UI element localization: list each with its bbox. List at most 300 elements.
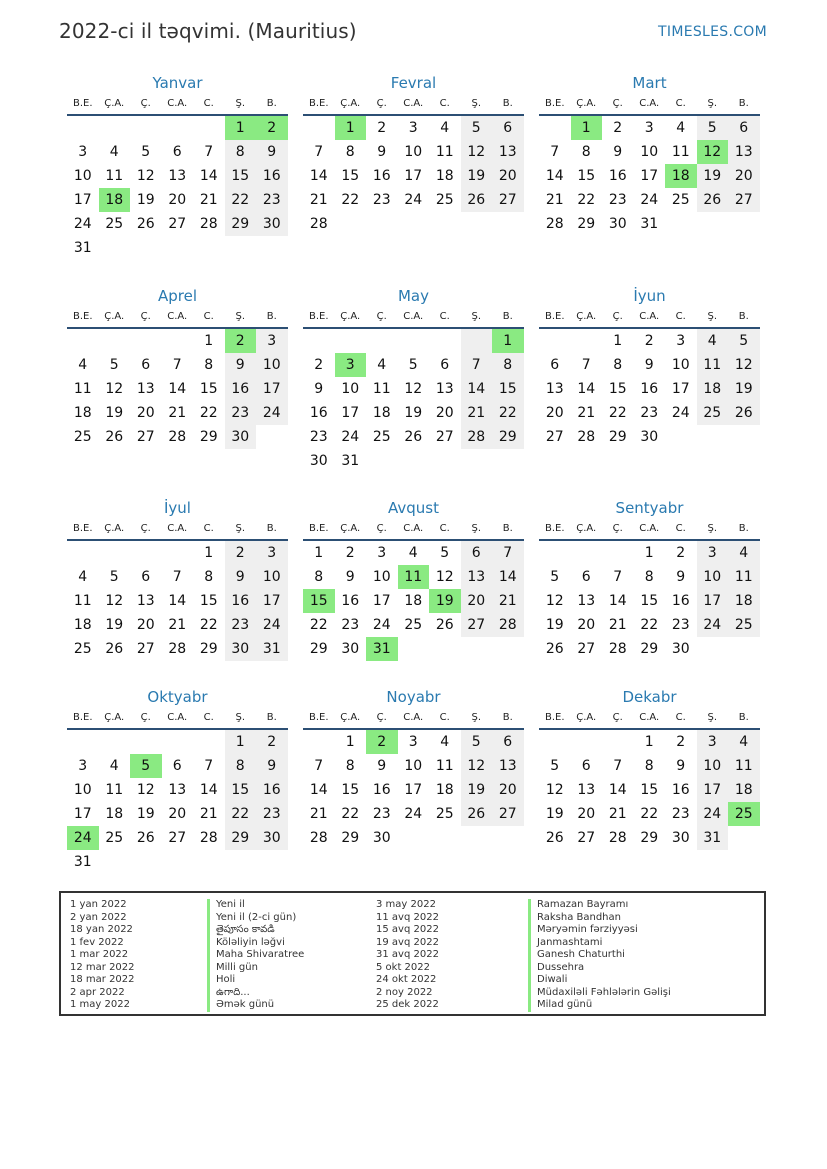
day-cell[interactable]: 31 [256,637,288,661]
day-cell[interactable]: 12 [136,782,155,798]
day-cell[interactable]: 27 [728,188,760,212]
day-cell[interactable]: 19 [136,192,155,208]
day-cell[interactable]: 16 [225,377,257,401]
day-cell[interactable]: 8 [345,758,355,774]
day-cell[interactable]: 14 [577,381,596,397]
day-cell[interactable]: 2 [314,357,324,373]
day-cell[interactable]: 9 [644,357,654,373]
day-cell[interactable]: 19 [697,164,729,188]
day-cell[interactable]: 2 [377,120,387,136]
day-cell[interactable]: 24 [671,405,690,421]
day-cell[interactable]: 13 [136,381,155,397]
day-cell[interactable]: 27 [577,641,596,657]
day-cell[interactable]: 31 [341,453,360,469]
day-cell[interactable]: 25 [105,830,124,846]
day-cell[interactable]: 20 [168,806,187,822]
day-cell[interactable]: 18 [697,377,729,401]
day-cell[interactable]: 28 [461,425,493,449]
day-cell[interactable]: 1 [644,734,654,750]
day-cell[interactable]: 16 [256,164,288,188]
day-cell[interactable]: 11 [728,565,760,589]
day-cell[interactable]: 27 [492,802,524,826]
day-cell[interactable]: 9 [377,144,387,160]
day-cell[interactable]: 14 [199,782,218,798]
day-cell[interactable]: 25 [697,401,729,425]
day-cell[interactable]: 1 [225,730,257,754]
day-cell[interactable]: 18 [105,806,124,822]
day-cell[interactable]: 11 [435,758,454,774]
holiday-day-cell[interactable]: 19 [429,589,461,613]
day-cell[interactable]: 2 [225,541,257,565]
day-cell[interactable]: 13 [168,782,187,798]
day-cell[interactable]: 13 [545,381,564,397]
day-cell[interactable]: 21 [492,589,524,613]
holiday-day-cell[interactable]: 2 [225,329,257,353]
day-cell[interactable]: 11 [73,593,92,609]
day-cell[interactable]: 9 [377,758,387,774]
day-cell[interactable]: 28 [577,429,596,445]
day-cell[interactable]: 20 [136,617,155,633]
day-cell[interactable]: 10 [372,569,391,585]
day-cell[interactable]: 5 [550,758,560,774]
day-cell[interactable]: 22 [341,192,360,208]
day-cell[interactable]: 13 [168,168,187,184]
day-cell[interactable]: 16 [671,593,690,609]
day-cell[interactable]: 21 [608,806,627,822]
day-cell[interactable]: 23 [640,405,659,421]
day-cell[interactable]: 9 [314,381,324,397]
day-cell[interactable]: 1 [314,545,324,561]
day-cell[interactable]: 13 [435,381,454,397]
day-cell[interactable]: 28 [309,830,328,846]
day-cell[interactable]: 8 [581,144,591,160]
day-cell[interactable]: 17 [404,782,423,798]
day-cell[interactable]: 27 [577,830,596,846]
day-cell[interactable]: 20 [492,778,524,802]
day-cell[interactable]: 8 [644,758,654,774]
day-cell[interactable]: 17 [671,381,690,397]
day-cell[interactable]: 15 [577,168,596,184]
holiday-day-cell[interactable]: 1 [571,116,603,140]
day-cell[interactable]: 26 [105,641,124,657]
day-cell[interactable]: 29 [225,212,257,236]
day-cell[interactable]: 10 [256,565,288,589]
day-cell[interactable]: 9 [613,144,623,160]
day-cell[interactable]: 1 [204,545,214,561]
day-cell[interactable]: 14 [608,593,627,609]
day-cell[interactable]: 24 [404,192,423,208]
day-cell[interactable]: 16 [640,381,659,397]
day-cell[interactable]: 19 [728,377,760,401]
holiday-day-cell[interactable]: 2 [256,116,288,140]
day-cell[interactable]: 1 [644,545,654,561]
day-cell[interactable]: 24 [697,613,729,637]
day-cell[interactable]: 19 [404,405,423,421]
day-cell[interactable]: 22 [640,617,659,633]
day-cell[interactable]: 3 [408,120,418,136]
day-cell[interactable]: 10 [697,565,729,589]
day-cell[interactable]: 26 [545,830,564,846]
day-cell[interactable]: 3 [408,734,418,750]
holiday-day-cell[interactable]: 18 [665,164,697,188]
day-cell[interactable]: 9 [225,565,257,589]
day-cell[interactable]: 6 [581,758,591,774]
day-cell[interactable]: 23 [671,617,690,633]
day-cell[interactable]: 5 [697,116,729,140]
day-cell[interactable]: 13 [461,565,493,589]
day-cell[interactable]: 22 [225,802,257,826]
day-cell[interactable]: 6 [550,357,560,373]
day-cell[interactable]: 17 [256,589,288,613]
day-cell[interactable]: 24 [73,216,92,232]
day-cell[interactable]: 3 [78,144,88,160]
day-cell[interactable]: 30 [225,637,257,661]
day-cell[interactable]: 24 [640,192,659,208]
day-cell[interactable]: 8 [613,357,623,373]
day-cell[interactable]: 6 [141,569,151,585]
day-cell[interactable]: 17 [73,192,92,208]
day-cell[interactable]: 7 [204,758,214,774]
day-cell[interactable]: 14 [168,381,187,397]
day-cell[interactable]: 28 [199,830,218,846]
day-cell[interactable]: 4 [78,569,88,585]
day-cell[interactable]: 10 [73,782,92,798]
day-cell[interactable]: 10 [341,381,360,397]
day-cell[interactable]: 19 [105,617,124,633]
day-cell[interactable]: 21 [461,401,493,425]
day-cell[interactable]: 2 [676,545,686,561]
day-cell[interactable]: 29 [640,641,659,657]
day-cell[interactable]: 31 [73,240,92,256]
day-cell[interactable]: 18 [728,589,760,613]
day-cell[interactable]: 21 [608,617,627,633]
day-cell[interactable]: 14 [168,593,187,609]
day-cell[interactable]: 4 [440,734,450,750]
day-cell[interactable]: 31 [697,826,729,850]
day-cell[interactable]: 30 [372,830,391,846]
day-cell[interactable]: 14 [545,168,564,184]
day-cell[interactable]: 6 [728,116,760,140]
day-cell[interactable]: 19 [545,806,564,822]
day-cell[interactable]: 15 [225,164,257,188]
day-cell[interactable]: 22 [199,405,218,421]
day-cell[interactable]: 14 [608,782,627,798]
day-cell[interactable]: 23 [671,806,690,822]
day-cell[interactable]: 12 [461,754,493,778]
day-cell[interactable]: 23 [372,806,391,822]
day-cell[interactable]: 26 [136,216,155,232]
day-cell[interactable]: 22 [492,401,524,425]
day-cell[interactable]: 11 [105,782,124,798]
day-cell[interactable]: 7 [550,144,560,160]
day-cell[interactable]: 17 [372,593,391,609]
day-cell[interactable]: 23 [341,617,360,633]
day-cell[interactable]: 17 [256,377,288,401]
day-cell[interactable]: 4 [728,730,760,754]
day-cell[interactable]: 15 [199,381,218,397]
day-cell[interactable]: 18 [404,593,423,609]
day-cell[interactable]: 4 [78,357,88,373]
day-cell[interactable]: 24 [341,429,360,445]
day-cell[interactable]: 16 [341,593,360,609]
day-cell[interactable]: 4 [440,120,450,136]
day-cell[interactable]: 21 [309,192,328,208]
day-cell[interactable]: 25 [404,617,423,633]
day-cell[interactable]: 21 [545,192,564,208]
day-cell[interactable]: 30 [256,212,288,236]
day-cell[interactable]: 31 [640,216,659,232]
day-cell[interactable]: 2 [644,333,654,349]
day-cell[interactable]: 8 [225,754,257,778]
day-cell[interactable]: 24 [256,613,288,637]
day-cell[interactable]: 8 [314,569,324,585]
holiday-day-cell[interactable]: 12 [697,140,729,164]
day-cell[interactable]: 11 [671,144,690,160]
day-cell[interactable]: 25 [435,806,454,822]
day-cell[interactable]: 19 [105,405,124,421]
day-cell[interactable]: 8 [644,569,654,585]
day-cell[interactable]: 24 [372,617,391,633]
day-cell[interactable]: 8 [204,569,214,585]
day-cell[interactable]: 4 [697,329,729,353]
day-cell[interactable]: 23 [225,401,257,425]
day-cell[interactable]: 7 [314,144,324,160]
day-cell[interactable]: 29 [608,429,627,445]
day-cell[interactable]: 10 [404,758,423,774]
brand-link[interactable]: TIMESLES.COM [658,24,767,40]
day-cell[interactable]: 17 [697,589,729,613]
day-cell[interactable]: 23 [256,802,288,826]
day-cell[interactable]: 9 [225,353,257,377]
day-cell[interactable]: 12 [545,782,564,798]
day-cell[interactable]: 4 [377,357,387,373]
day-cell[interactable]: 21 [168,617,187,633]
holiday-day-cell[interactable]: 11 [398,565,430,589]
day-cell[interactable]: 16 [309,405,328,421]
holiday-day-cell[interactable]: 24 [67,826,99,850]
day-cell[interactable]: 21 [577,405,596,421]
day-cell[interactable]: 6 [172,144,182,160]
day-cell[interactable]: 26 [697,188,729,212]
day-cell[interactable]: 29 [341,830,360,846]
day-cell[interactable]: 12 [545,593,564,609]
day-cell[interactable]: 25 [105,216,124,232]
day-cell[interactable]: 7 [613,758,623,774]
day-cell[interactable]: 12 [728,353,760,377]
day-cell[interactable]: 18 [73,617,92,633]
day-cell[interactable]: 5 [728,329,760,353]
day-cell[interactable]: 22 [341,806,360,822]
day-cell[interactable]: 20 [577,806,596,822]
day-cell[interactable]: 30 [671,830,690,846]
day-cell[interactable]: 12 [105,381,124,397]
day-cell[interactable]: 28 [199,216,218,232]
holiday-day-cell[interactable]: 25 [728,802,760,826]
day-cell[interactable]: 22 [199,617,218,633]
day-cell[interactable]: 14 [461,377,493,401]
day-cell[interactable]: 27 [461,613,493,637]
day-cell[interactable]: 14 [309,168,328,184]
day-cell[interactable]: 1 [204,333,214,349]
day-cell[interactable]: 17 [341,405,360,421]
day-cell[interactable]: 30 [256,826,288,850]
day-cell[interactable]: 10 [256,353,288,377]
day-cell[interactable]: 11 [73,381,92,397]
day-cell[interactable]: 13 [577,593,596,609]
day-cell[interactable]: 7 [613,569,623,585]
day-cell[interactable]: 21 [168,405,187,421]
day-cell[interactable]: 20 [168,192,187,208]
day-cell[interactable]: 4 [109,144,119,160]
day-cell[interactable]: 16 [671,782,690,798]
day-cell[interactable]: 7 [492,541,524,565]
day-cell[interactable]: 26 [435,617,454,633]
day-cell[interactable]: 6 [440,357,450,373]
day-cell[interactable]: 2 [256,730,288,754]
day-cell[interactable]: 22 [225,188,257,212]
day-cell[interactable]: 28 [309,216,328,232]
day-cell[interactable]: 11 [372,381,391,397]
day-cell[interactable]: 26 [105,429,124,445]
day-cell[interactable]: 3 [676,333,686,349]
holiday-day-cell[interactable]: 31 [366,637,398,661]
day-cell[interactable]: 11 [697,353,729,377]
day-cell[interactable]: 15 [341,168,360,184]
day-cell[interactable]: 26 [545,641,564,657]
day-cell[interactable]: 6 [141,357,151,373]
day-cell[interactable]: 9 [676,758,686,774]
day-cell[interactable]: 7 [204,144,214,160]
day-cell[interactable]: 5 [461,730,493,754]
day-cell[interactable]: 16 [372,168,391,184]
day-cell[interactable]: 29 [640,830,659,846]
day-cell[interactable]: 10 [73,168,92,184]
day-cell[interactable]: 4 [728,541,760,565]
day-cell[interactable]: 3 [697,730,729,754]
day-cell[interactable]: 27 [168,830,187,846]
day-cell[interactable]: 12 [404,381,423,397]
day-cell[interactable]: 25 [73,641,92,657]
day-cell[interactable]: 18 [728,778,760,802]
holiday-day-cell[interactable]: 3 [335,353,367,377]
day-cell[interactable]: 5 [109,569,119,585]
day-cell[interactable]: 5 [109,357,119,373]
day-cell[interactable]: 29 [199,429,218,445]
day-cell[interactable]: 19 [545,617,564,633]
day-cell[interactable]: 18 [372,405,391,421]
day-cell[interactable]: 3 [697,541,729,565]
day-cell[interactable]: 25 [671,192,690,208]
day-cell[interactable]: 11 [435,144,454,160]
day-cell[interactable]: 30 [608,216,627,232]
day-cell[interactable]: 13 [728,140,760,164]
day-cell[interactable]: 26 [461,802,493,826]
day-cell[interactable]: 19 [136,806,155,822]
day-cell[interactable]: 28 [168,429,187,445]
day-cell[interactable]: 3 [377,545,387,561]
holiday-day-cell[interactable]: 18 [99,188,131,212]
day-cell[interactable]: 13 [577,782,596,798]
day-cell[interactable]: 26 [728,401,760,425]
day-cell[interactable]: 16 [372,782,391,798]
day-cell[interactable]: 24 [256,401,288,425]
day-cell[interactable]: 27 [136,429,155,445]
day-cell[interactable]: 22 [309,617,328,633]
day-cell[interactable]: 7 [581,357,591,373]
day-cell[interactable]: 5 [550,569,560,585]
day-cell[interactable]: 11 [728,754,760,778]
day-cell[interactable]: 29 [225,826,257,850]
holiday-day-cell[interactable]: 15 [303,589,335,613]
day-cell[interactable]: 15 [341,782,360,798]
day-cell[interactable]: 6 [172,758,182,774]
day-cell[interactable]: 5 [440,545,450,561]
day-cell[interactable]: 12 [435,569,454,585]
day-cell[interactable]: 18 [73,405,92,421]
day-cell[interactable]: 29 [492,425,524,449]
day-cell[interactable]: 4 [408,545,418,561]
day-cell[interactable]: 20 [435,405,454,421]
day-cell[interactable]: 19 [461,164,493,188]
day-cell[interactable]: 28 [608,641,627,657]
day-cell[interactable]: 3 [256,541,288,565]
day-cell[interactable]: 8 [492,353,524,377]
day-cell[interactable]: 12 [461,140,493,164]
day-cell[interactable]: 8 [225,140,257,164]
day-cell[interactable]: 5 [141,144,151,160]
day-cell[interactable]: 6 [581,569,591,585]
day-cell[interactable]: 1 [613,333,623,349]
day-cell[interactable]: 25 [728,613,760,637]
day-cell[interactable]: 6 [461,541,493,565]
holiday-day-cell[interactable]: 1 [492,329,524,353]
day-cell[interactable]: 23 [225,613,257,637]
day-cell[interactable]: 26 [461,188,493,212]
day-cell[interactable]: 24 [404,806,423,822]
day-cell[interactable]: 21 [199,806,218,822]
day-cell[interactable]: 10 [404,144,423,160]
day-cell[interactable]: 27 [545,429,564,445]
day-cell[interactable]: 17 [697,778,729,802]
day-cell[interactable]: 9 [676,569,686,585]
day-cell[interactable]: 10 [697,754,729,778]
day-cell[interactable]: 4 [109,758,119,774]
day-cell[interactable]: 7 [461,353,493,377]
day-cell[interactable]: 28 [492,613,524,637]
day-cell[interactable]: 30 [309,453,328,469]
day-cell[interactable]: 5 [408,357,418,373]
day-cell[interactable]: 7 [172,357,182,373]
day-cell[interactable]: 27 [136,641,155,657]
day-cell[interactable]: 7 [172,569,182,585]
day-cell[interactable]: 9 [256,754,288,778]
day-cell[interactable]: 29 [577,216,596,232]
day-cell[interactable]: 13 [136,593,155,609]
day-cell[interactable]: 30 [671,641,690,657]
day-cell[interactable]: 16 [256,778,288,802]
day-cell[interactable]: 9 [345,569,355,585]
day-cell[interactable]: 3 [78,758,88,774]
day-cell[interactable]: 22 [577,192,596,208]
day-cell[interactable]: 15 [640,593,659,609]
day-cell[interactable]: 15 [199,593,218,609]
day-cell[interactable]: 27 [168,216,187,232]
holiday-day-cell[interactable]: 5 [130,754,162,778]
day-cell[interactable]: 20 [728,164,760,188]
day-cell[interactable]: 27 [492,188,524,212]
day-cell[interactable]: 30 [341,641,360,657]
day-cell[interactable]: 15 [225,778,257,802]
